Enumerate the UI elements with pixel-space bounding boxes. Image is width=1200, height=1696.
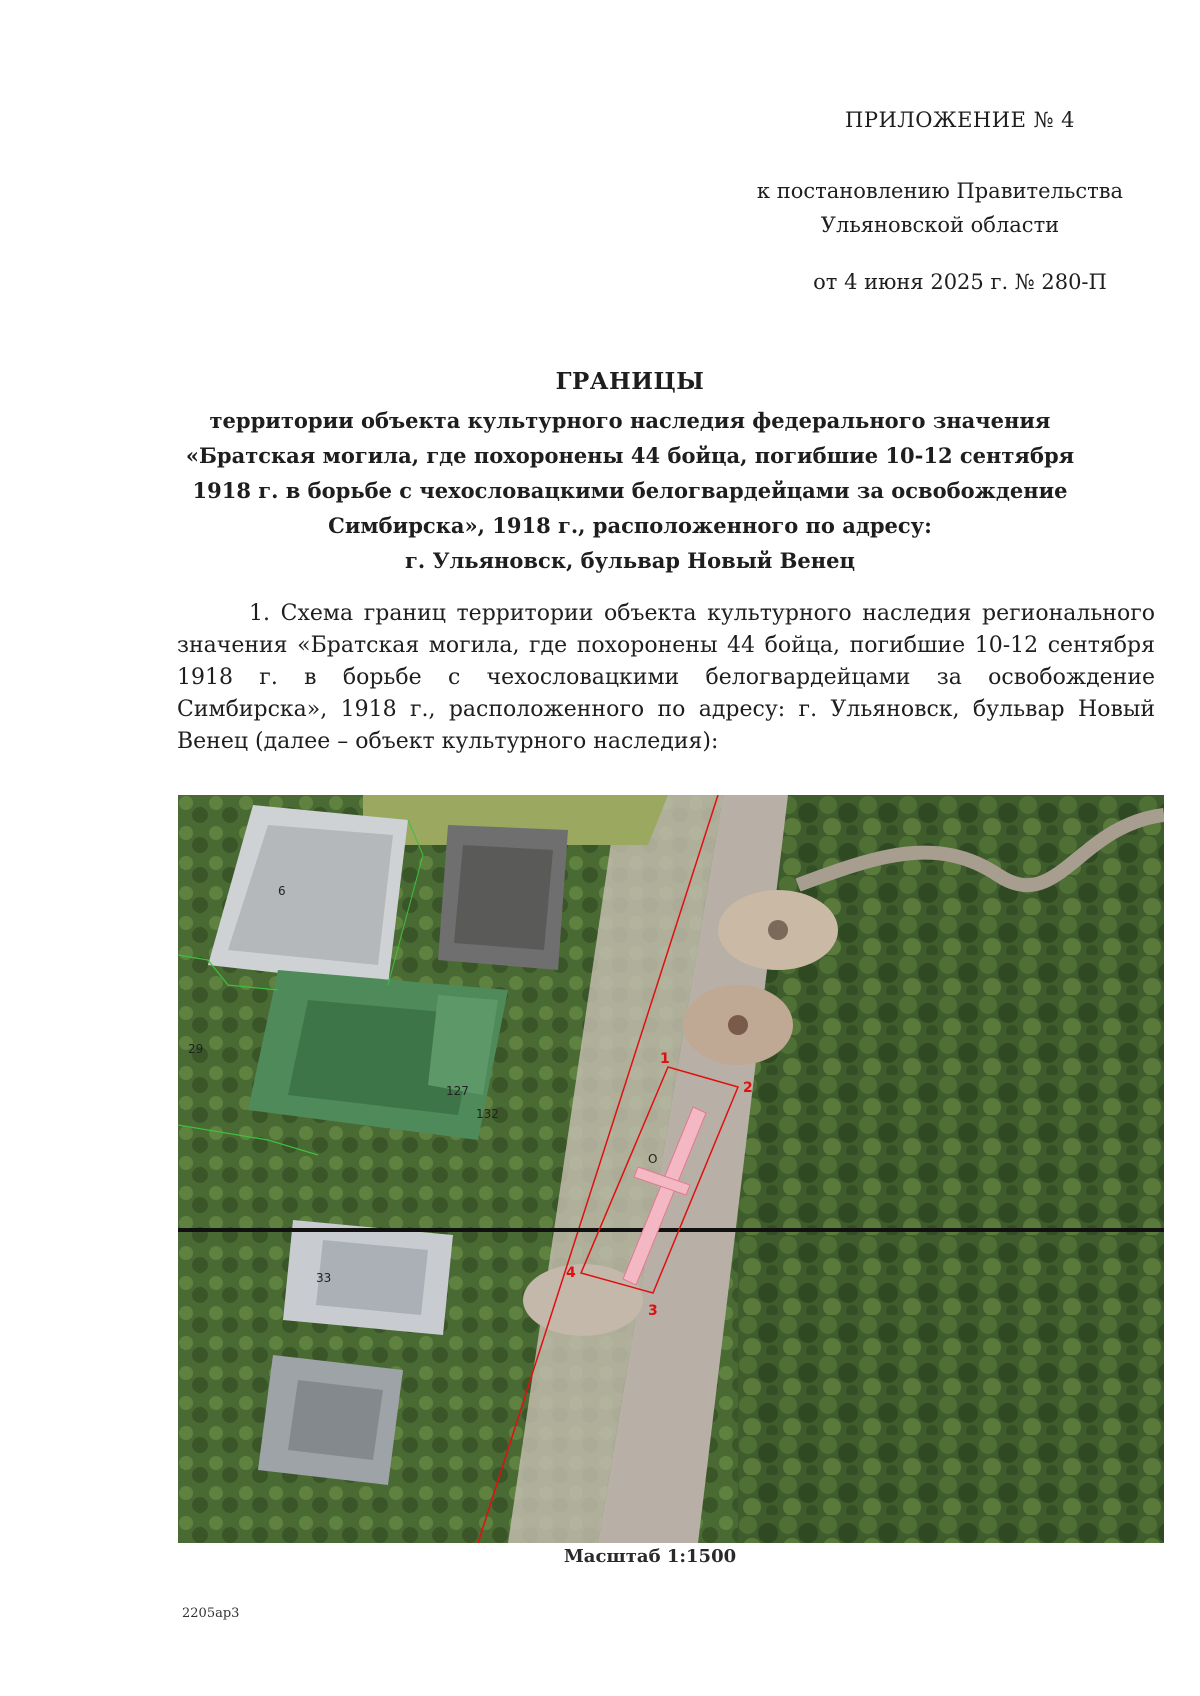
document-subtitle (160, 403, 1100, 578)
building-number-29: 29 (188, 1042, 204, 1056)
boundary-map (178, 795, 1164, 1543)
center-label: О (648, 1152, 658, 1166)
paragraph-text: Схема границ территории объекта культурного наследия регионального значения «Братская могила, где похоронены 44 бойца, погибшие 10-12 сентября 1918 г. в борьбе с чехословацкими белогвардейцами за освобождение Симбирска», 1918 г., расположенного по адресу: г. Ульяновск, бульвар Новый Венец (далее – объект культурного наследия): (177, 601, 1155, 754)
point-label-2: 2 (743, 1080, 753, 1096)
appendix-date: от 4 июня 2025 г. № 280-П (813, 270, 1107, 294)
subtitle-line2: «Братская могила, где похоронены 44 бойца, погибшие 10-12 сентября (185, 443, 1075, 468)
document-title: ГРАНИЦЫ (555, 368, 705, 395)
appendix-title: ПРИЛОЖЕНИЕ № 4 (845, 108, 1075, 132)
building-number-127: 127 (446, 1084, 469, 1098)
building-number-132: 132 (476, 1107, 499, 1121)
subtitle-line5: г. Ульяновск, бульвар Новый Венец (404, 548, 856, 573)
document-code: 2205ap3 (182, 1606, 240, 1621)
paragraph-1 (177, 598, 1155, 758)
point-label-3: 3 (648, 1303, 658, 1319)
subtitle-line3: 1918 г. в борьбе с чехословацкими белогвардейцами за освобождение (192, 478, 1068, 503)
point-label-1: 1 (660, 1051, 670, 1067)
appendix-reference-line2: Ульяновской области (820, 213, 1060, 237)
building-number-6: 6 (278, 884, 286, 898)
subtitle-line1: территории объекта культурного наследия федерального значения (209, 408, 1051, 433)
appendix-reference (730, 174, 1150, 242)
subtitle-line4: Симбирска», 1918 г., расположенного по адресу: (328, 513, 932, 538)
building-number-33: 33 (316, 1271, 332, 1285)
appendix-reference-line1: к постановлению Правительства (756, 179, 1124, 203)
paragraph-number: 1. (249, 601, 270, 626)
point-label-4: 4 (566, 1265, 576, 1281)
satellite-image (178, 795, 1164, 1543)
map-scale: Масштаб 1:1500 (563, 1546, 737, 1567)
